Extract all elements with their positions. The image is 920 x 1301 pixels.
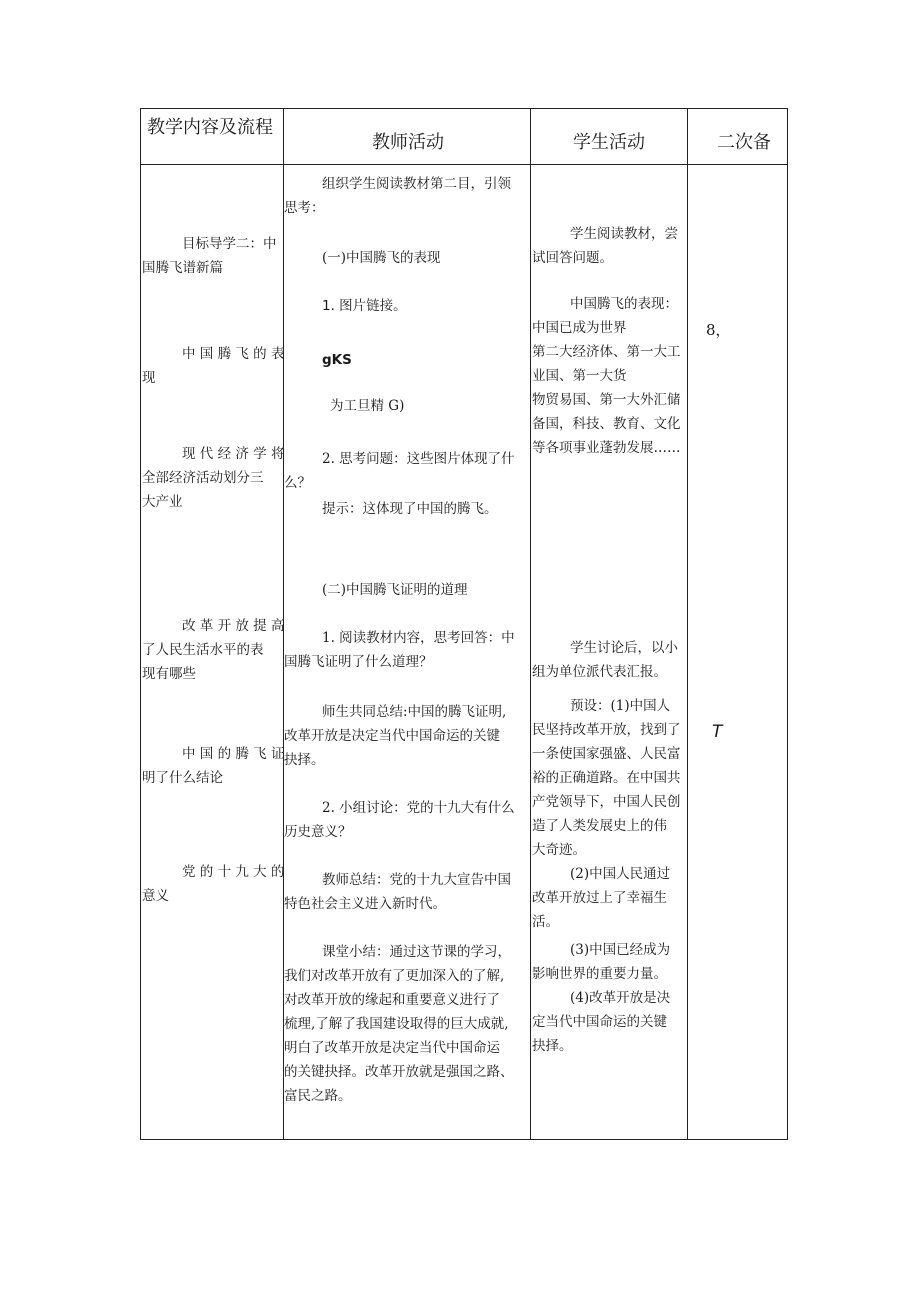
flow-item-economics: 现 代 经 济 学 将 全部经济活动划分三 大产业 <box>142 446 285 510</box>
header-student-activity: 学生活动 <box>573 132 645 153</box>
flow-item-congress: 党 的 十 九 大 的 意义 <box>142 864 285 904</box>
header-content-flow: 教学内容及流程 <box>147 117 273 138</box>
teacher-read-question: 1. 阅读教材内容，思考回答：中 国腾飞证明了什么道理？ <box>284 630 515 670</box>
second-prep-mark-one: 8， <box>706 321 731 339</box>
student-preset-two: (2)中国人民通过 改革开放过上了幸福生 活。 <box>532 866 671 930</box>
student-reading: 学生阅读教材，尝 试回答问题。 <box>532 226 678 266</box>
teacher-question-one: 2. 思考问题：这些图片体现了什 么？ <box>284 451 515 491</box>
student-discussion: 学生讨论后，以小 组为单位派代表汇报。 <box>532 640 678 680</box>
student-preset-one: 预设：(1)中国人 民坚持改革开放，找到了 一条使国家强盛、人民富 裕的正确道路。在中国共 产党领导下，中国人民创 造了人类发展史上的伟 大奇迹。 <box>532 698 681 858</box>
teacher-section-two: (二)中国腾飞证明的道理 <box>322 582 468 598</box>
teacher-section-one: (一)中国腾飞的表现 <box>322 250 441 266</box>
column-divider <box>530 109 531 1139</box>
second-prep-mark-two: T <box>712 722 723 742</box>
student-performance-answer: 中国腾飞的表现： 中国已成为世界 第二大经济体、第一大工 业国、第一大货 物贸易国、第一大外汇储 备国，科技、教育、文化 等各项事业蓬勃发展…… <box>532 296 681 456</box>
column-divider <box>687 109 688 1139</box>
teacher-image-caption: 为工旦精 G) <box>330 398 405 414</box>
flow-item-living-standard: 改 革 开 放 提 高 了人民生活水平的表 现有哪些 <box>142 618 285 682</box>
teacher-picture-link: 1. 图片链接。 <box>322 298 407 314</box>
teacher-intro: 组织学生阅读教材第二目，引领 思考： <box>284 176 511 216</box>
flow-item-goal: 目标导学二：中 国腾飞谱新篇 <box>142 236 277 276</box>
teacher-image-text: gKS <box>322 352 352 368</box>
teacher-summary-two: 教师总结：党的十九大宣告中国 特色社会主义进入新时代。 <box>284 872 511 912</box>
header-second-prep: 二次备 <box>717 132 771 153</box>
teacher-class-summary: 课堂小结：通过这节课的学习， 我们对改革开放有了更加深入的了解, 对改革开放的缘起和重要意义进行了 梳理,了解了我国建设取得的巨大成就, 明白了改革开放是决定当代中国命运 的关键抉择。改革开放就是强国之路、 富民之路。 <box>284 944 514 1104</box>
student-preset-four: (4)改革开放是决 定当代中国命运的关键 抉择。 <box>532 990 671 1054</box>
flow-item-conclusion: 中 国 的 腾 飞 证 明了什么结论 <box>142 746 285 786</box>
header-divider <box>141 164 787 165</box>
teacher-group-discussion: 2. 小组讨论：党的十九大有什么 历史意义？ <box>284 800 515 840</box>
teacher-hint: 提示：这体现了中国的腾飞。 <box>322 501 498 517</box>
teacher-summary-one: 师生共同总结:中国的腾飞证明, 改革开放是决定当代中国命运的关键 抉择。 <box>284 704 507 768</box>
header-teacher-activity: 教师活动 <box>372 132 444 153</box>
student-preset-three: (3)中国已经成为 影响世界的重要力量。 <box>532 942 671 982</box>
flow-item-performance: 中 国 腾 飞 的 表 现 <box>142 346 285 386</box>
